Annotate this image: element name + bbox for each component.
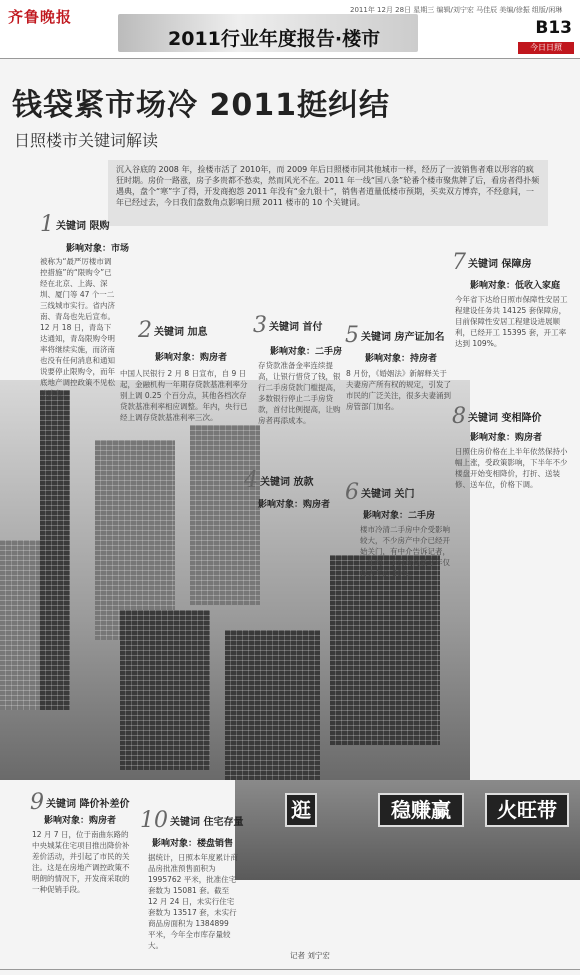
- keyword-number: 5: [345, 323, 359, 348]
- article-body: 据统计，日照本年度累计商品房批准预售面积为 1995762 平米，批准住宅套数为 15081 套。截至 12 月 24 日，未实行住宅套数为 13517 套，未实行商品房面积为 1384899 平米，今年全市库存量较大。: [148, 853, 238, 950]
- keyword-label: 关键词 限购: [56, 221, 110, 232]
- impact-target: 影响对象：购房者: [155, 353, 228, 363]
- keyword-label: 关键词 关门: [361, 489, 415, 500]
- article-body: 楼市冷清二手房中介受影响较大，不少房产中介已经开始关门，有中介告诉记者，一年的二手房成交量今年仅仅去年的 30%。: [360, 525, 450, 578]
- keyword-heading: [140, 808, 243, 833]
- keyword-number: 9: [30, 790, 44, 815]
- keyword-heading: [452, 250, 531, 275]
- keyword-label: 关键词 降价补差价: [46, 799, 130, 810]
- keyword-number: 1: [40, 212, 54, 237]
- article-body: 12 月 7 日，位于南曲东路的中央城某住宅项目推出降价补差价活动，并引起了市民的关注。这是在房地产调控政策不明朗的情况下，开发商采取的一种促销手段。: [32, 830, 130, 894]
- keyword-number: 8: [452, 404, 466, 429]
- keyword-label: 关键词 住宅存量: [170, 817, 244, 828]
- keyword-label: 关键词 放款: [260, 477, 314, 488]
- page-number: B13: [535, 18, 572, 38]
- article-body: 8 月份，《婚姻法》新解释关于夫妻房产所有权的规定，引发了市民的广泛关注，很多夫妻涌到房管部门加名。: [346, 369, 451, 411]
- building-shape: [120, 610, 210, 770]
- author-byline: 记者 刘宁宏: [290, 951, 330, 960]
- keyword-heading: [345, 480, 414, 505]
- section-title: 2011行业年度报告·楼市: [168, 28, 381, 50]
- keyword-label: 关键词 保障房: [468, 259, 532, 270]
- shop-sign: 火旺带: [485, 793, 569, 827]
- keyword-number: 6: [345, 480, 359, 505]
- keyword-number: 7: [452, 250, 466, 275]
- keyword-label: 关键词 首付: [269, 322, 323, 333]
- impact-target: 影响对象：持房者: [365, 354, 438, 364]
- subheadline: 日照楼市关键词解读: [14, 131, 159, 150]
- keyword-heading: [452, 404, 541, 429]
- keyword-number: 2: [138, 318, 152, 343]
- impact-target: 影响对象：二手房: [363, 511, 436, 521]
- keyword-number: 10: [140, 808, 168, 833]
- impact-target: 影响对象：楼盘销售: [152, 839, 234, 849]
- impact-target: 影响对象：购房者: [44, 816, 117, 826]
- headline: 钱袋紧市场冷 2011挺纠结: [12, 88, 390, 123]
- issue-meta: 2011年 12月 28日 星期三 编辑/刘宁宏 马佳辰 美编/徐振 组版/闲琳: [350, 6, 563, 14]
- building-shape: [225, 630, 320, 780]
- impact-target: 影响对象：低收入家庭: [470, 281, 561, 291]
- masthead: [0, 0, 580, 59]
- page-bottom-rule: [0, 969, 580, 970]
- impact-target: 影响对象：市场: [66, 244, 130, 254]
- keyword-label: 关键词 加息: [154, 327, 208, 338]
- shop-sign: 稳赚赢: [378, 793, 464, 827]
- keyword-number: 4: [244, 468, 258, 493]
- building-shape: [40, 390, 70, 710]
- article-body: 存贷款准备金率连续提高，让银行惜贷了钱，银行二手房贷款门槛提高，多数银行停止二手房贷款，首付比例提高，让购房者再添成本。: [258, 361, 341, 425]
- shop-sign: 逛: [285, 793, 317, 827]
- impact-target: 影响对象：购房者: [258, 500, 331, 510]
- impact-target: 影响对象：购房者: [470, 433, 543, 443]
- keyword-label: 关键词 变相降价: [468, 413, 542, 424]
- impact-target: 影响对象：二手房: [270, 347, 343, 357]
- newspaper-logo: 齐鲁晚报: [8, 8, 73, 26]
- article-body: 今年省下达给日照市保障性安居工程建设任务共 14125 套保障房，目前保障性安居工程建设进展顺利，已经开工 15395 套，开工率达到 109%。: [455, 295, 568, 348]
- article-body: 日照住房价格在上半年依然保持小幅上涨，受政策影响，下半年不少楼盘开始变相降价，打折、送装修、送车位，价格下调。: [455, 447, 568, 489]
- keyword-heading: [138, 318, 207, 343]
- keyword-heading: [345, 323, 444, 348]
- keyword-heading: [244, 468, 313, 493]
- article-body: 中国人民银行 2 月 8 日宣布，自 9 日起，金融机构一年期存贷款基准利率分别上调 0.25 个百分点，其他各档次存贷款基准利率相应调整。年内，央行已经上调存贷款基准利率三次。: [120, 369, 248, 422]
- keyword-label: 关键词 房产证加名: [361, 332, 445, 343]
- page-tag: 今日日照: [518, 42, 574, 54]
- article-body: 被称为“最严厉楼市调控措施”的“限购令”已经在北京、上海、深圳、厦门等 47 个一二三线城市实行。省内济南、青岛也先后宣布。12 月 18 日，青岛下达通知，青岛限购令明率将继续实施，而济南也没有任何消息和通知说要停止限购令，而年底地产调控政策不见松动迹象。: [40, 257, 115, 398]
- keyword-heading: [40, 212, 109, 237]
- building-shape: [0, 540, 40, 710]
- intro-paragraph: 沉入谷底的 2008 年，捡楼市活了 2010年，而 2009 年后日照楼市同其他城市一样，经历了一波销售者难以形容的疯狂时期。房价一路涨，房子多贵都不愁卖，然而风光不在。2011 年一线“国八条”轮番个楼市聚焦牌了后，看房者得扑频遇典，盘个“寒”字了得，开发商抱怨 2011 年没有“金九银十”，销售者道量低楼市预期，买卖双方博弈，不经意间，一年已经过去，今日我们盘数角点影响日照 2011 楼市的 10 个关键词。: [108, 160, 548, 226]
- keyword-number: 3: [253, 313, 267, 338]
- keyword-heading: [30, 790, 129, 815]
- keyword-heading: [253, 313, 322, 338]
